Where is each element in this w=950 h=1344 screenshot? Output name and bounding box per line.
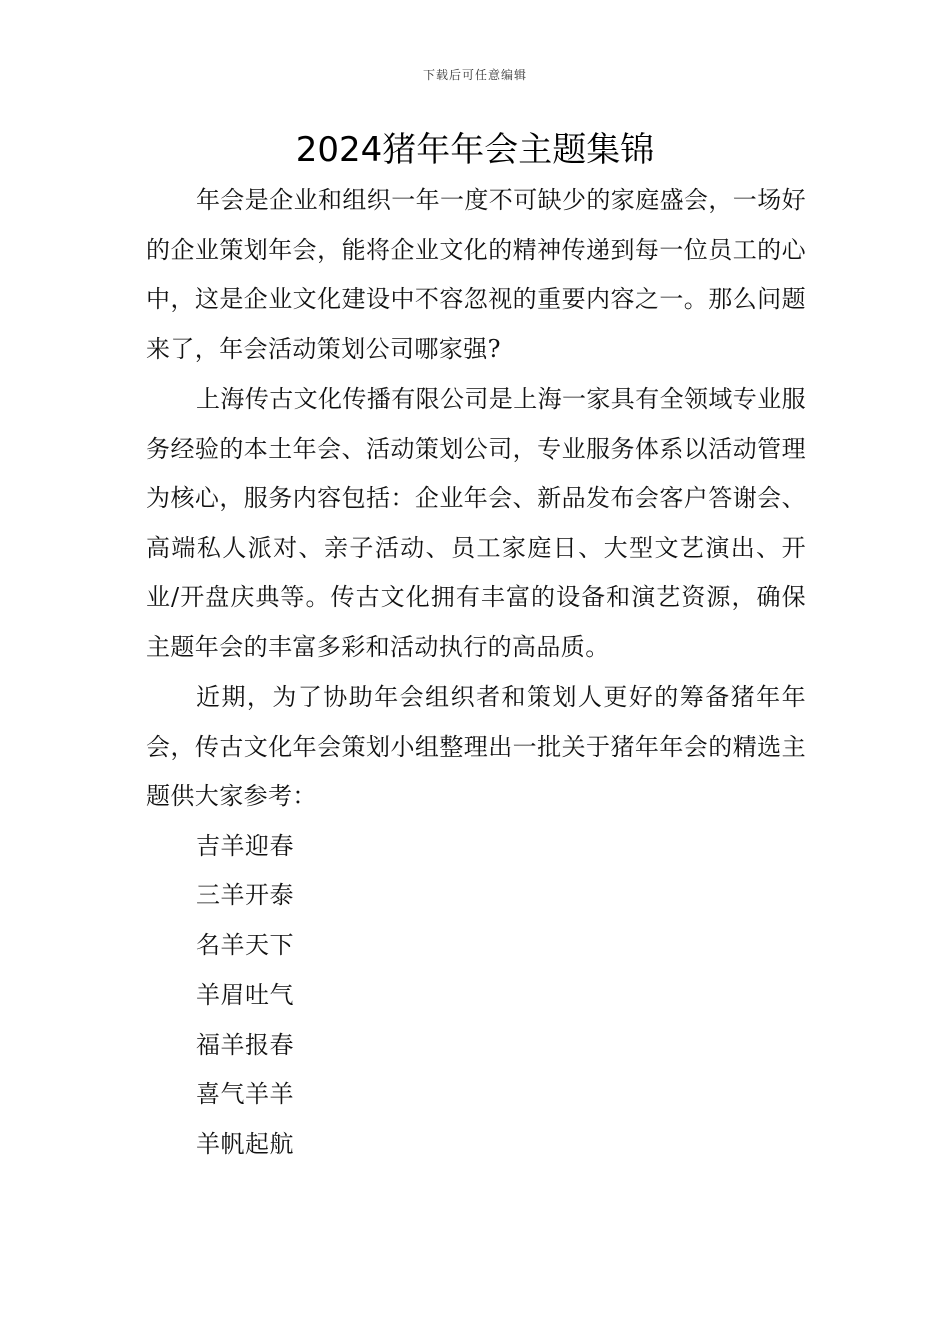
- theme-item: 福羊报春: [196, 1030, 294, 1059]
- paragraph-intro: 年会是企业和组织一年一度不可缺少的家庭盛会，一场好的企业策划年会，能将企业文化的精神传递到每一位员工的心中，这是企业文化建设中不容忽视的重要内容之一。那么问题来了，年会活动策划公司哪家强?: [146, 186, 806, 363]
- paragraph-company: 上海传古文化传播有限公司是上海一家具有全领域专业服务经验的本土年会、活动策划公司，专业服务体系以活动管理为核心，服务内容包括：企业年会、新品发布会客户答谢会、高端私人派对、亲子活动、员工家庭日、大型文艺演出、开业/开盘庆典等。传古文化拥有丰富的设备和演艺资源，确保主题年会的丰富多彩和活动执行的高品质。: [146, 385, 806, 661]
- theme-item: 羊眉吐气: [196, 980, 294, 1009]
- theme-item: 吉羊迎春: [196, 831, 294, 860]
- paragraph-themes-intro: 近期，为了协助年会组织者和策划人更好的筹备猪年年会，传古文化年会策划小组整理出一批关于猪年年会的精选主题供大家参考：: [146, 683, 806, 810]
- theme-item: 羊帆起航: [196, 1130, 294, 1159]
- theme-item: 名羊天下: [196, 931, 294, 960]
- header-note: 下载后可任意编辑: [422, 68, 527, 82]
- theme-item: 三羊开泰: [196, 881, 294, 910]
- document-body: [146, 176, 806, 1170]
- theme-list: [146, 822, 806, 1171]
- theme-item: 喜气羊羊: [196, 1080, 294, 1109]
- document-title: 2024猪年年会主题集锦: [295, 130, 655, 170]
